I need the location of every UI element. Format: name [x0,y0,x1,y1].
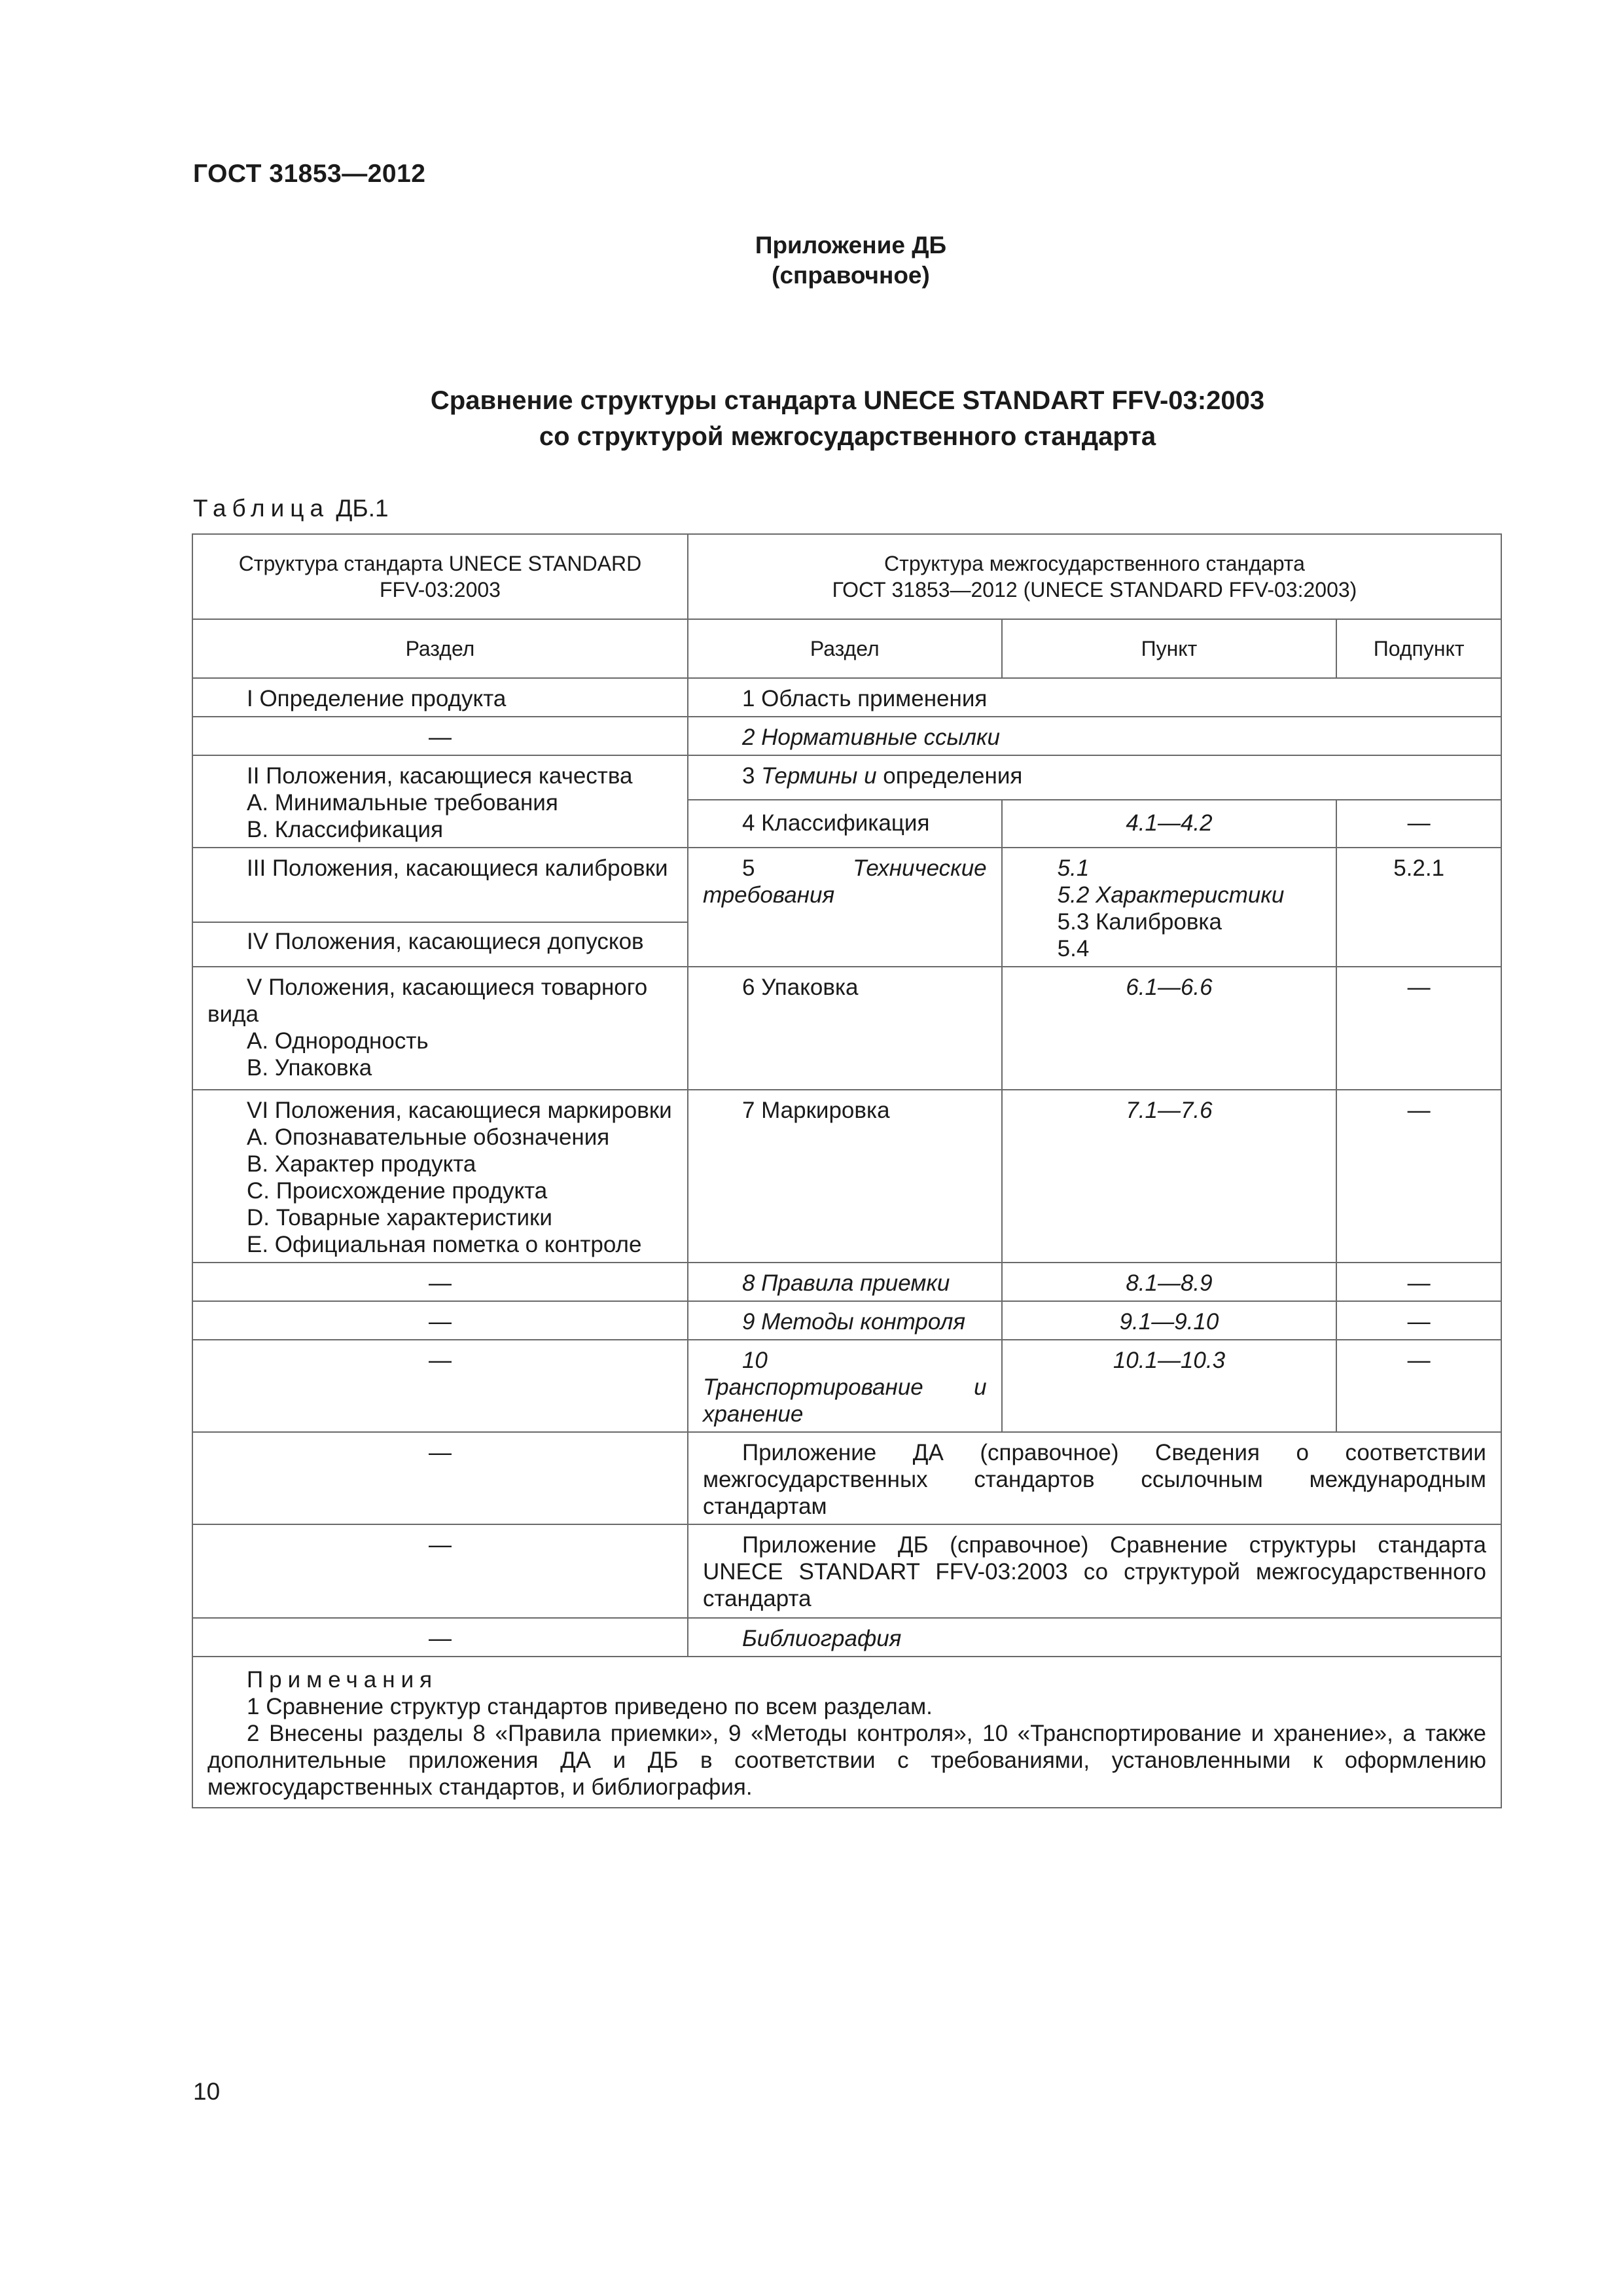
table-caption-number: ДБ.1 [336,495,389,522]
appendix-kind: (справочное) [772,262,930,289]
header-unece-structure: Структура стандарта UNECE STANDARD FFV-03:2003 [192,534,688,619]
cell-unece: III Положения, касающиеся калибровки [192,848,688,922]
document-title-line-2: со структурой межгосударственного стандарта [539,422,1156,451]
table-row [192,1618,1501,1657]
cell-unece: — [192,1432,688,1524]
cell-unece: — [192,1340,688,1432]
notes-title: Примечания [247,1667,438,1693]
cell-unece: IV Положения, касающиеся допусков [192,922,688,967]
table-header-row [192,534,1501,619]
cell-gost-subpoint: — [1336,1090,1501,1263]
table-caption [193,495,389,522]
table-row [192,1263,1501,1301]
table-notes [192,1657,1501,1808]
appendix-title: Приложение ДБ [755,232,947,259]
table-caption-word: Таблица [193,495,330,522]
document-title [193,383,1502,455]
subheader-unece-section: Раздел [192,619,688,678]
table-row [192,755,1501,800]
page-number: 10 [193,2078,221,2105]
cell-gost-section: 2 Нормативные ссылки [688,717,1501,755]
subheader-gost-section: Раздел [688,619,1002,678]
cell-gost-point: 6.1—6.6 [1002,967,1337,1090]
cell-gost-section: 10 Транспортирование и хранение [688,1340,1002,1432]
table-row [192,678,1501,717]
cell-gost-subpoint: — [1336,1301,1501,1340]
cell-gost-point: 9.1—9.10 [1002,1301,1337,1340]
cell-unece: — [192,1524,688,1618]
cell-gost-section: 5 Технические требования [688,848,1002,967]
cell-gost-appendix-da: Приложение ДА (справочное) Сведения о соответствии межгосударственных стандартов ссылочным международным стандартам [688,1432,1501,1524]
cell-gost-point: 5.1 5.2 Характеристики 5.3 Калибровка 5.4 [1002,848,1337,967]
subheader-gost-subpoint: Подпункт [1336,619,1501,678]
cell-gost-section: 6 Упаковка [688,967,1002,1090]
cell-gost-point: 4.1—4.2 [1002,800,1337,848]
cell-gost-appendix-db: Приложение ДБ (справочное) Сравнение структуры стандарта UNECE STANDART FFV-03:2003 со структурой межгосударственного стандарта [688,1524,1501,1618]
note-1: 1 Сравнение структур стандартов приведено по всем разделам. [247,1694,933,1719]
appendix-heading [0,230,1623,291]
cell-gost-bibliography: Библиография [688,1618,1501,1657]
cell-gost-point: 8.1—8.9 [1002,1263,1337,1301]
cell-gost-subpoint: — [1336,800,1501,848]
cell-gost-subpoint: 5.2.1 [1336,848,1501,967]
cell-gost-section: 8 Правила приемки [688,1263,1002,1301]
table-row [192,848,1501,922]
table-row [192,1524,1501,1618]
cell-gost-section: 4 Классификация [688,800,1002,848]
cell-gost-subpoint: — [1336,1340,1501,1432]
table-row [192,1432,1501,1524]
cell-unece: — [192,1618,688,1657]
cell-gost-section: 7 Маркировка [688,1090,1002,1263]
table-row [192,967,1501,1090]
table-row [192,1340,1501,1432]
cell-gost-section: 9 Методы контроля [688,1301,1002,1340]
cell-unece: V Положения, касающиеся товарного вида A. Однородность B. Упаковка [192,967,688,1090]
cell-gost-subpoint: — [1336,967,1501,1090]
cell-gost-section: 1 Область применения [688,678,1501,717]
cell-unece: — [192,1263,688,1301]
cell-unece: VI Положения, касающиеся маркировки A. Опознавательные обозначения B. Характер продукта C. Происхождение продукта D. Товарные характеристики E. Официальная пометка о контроле [192,1090,688,1263]
header-gost-structure: Структура межгосударственного стандарта ГОСТ 31853—2012 (UNECE STANDARD FFV-03:2003) [688,534,1501,619]
table-row [192,1090,1501,1263]
cell-unece: II Положения, касающиеся качества A. Минимальные требования B. Классификация [192,755,688,848]
table-row [192,717,1501,755]
document-header: ГОСТ 31853—2012 [193,160,426,188]
comparison-table [192,533,1502,1808]
cell-gost-section: 3 Термины и определения [688,755,1501,800]
table-subheader-row [192,619,1501,678]
cell-unece: — [192,1301,688,1340]
cell-gost-point: 10.1—10.3 [1002,1340,1337,1432]
table-notes-row [192,1657,1501,1808]
cell-gost-subpoint: — [1336,1263,1501,1301]
table-row [192,1301,1501,1340]
cell-gost-point: 7.1—7.6 [1002,1090,1337,1263]
cell-unece: — [192,717,688,755]
cell-unece: I Определение продукта [192,678,688,717]
document-title-line-1: Сравнение структуры стандарта UNECE STANDART FFV-03:2003 [430,386,1265,415]
note-2: 2 Внесены разделы 8 «Правила приемки», 9 «Методы контроля», 10 «Транспортирование и хранение», а также дополнительные приложения ДА и ДБ в соответствии с требованиями, установленными к оформлению межгосударственных стандартов, и библиография. [207,1721,1486,1800]
subheader-gost-point: Пункт [1002,619,1337,678]
